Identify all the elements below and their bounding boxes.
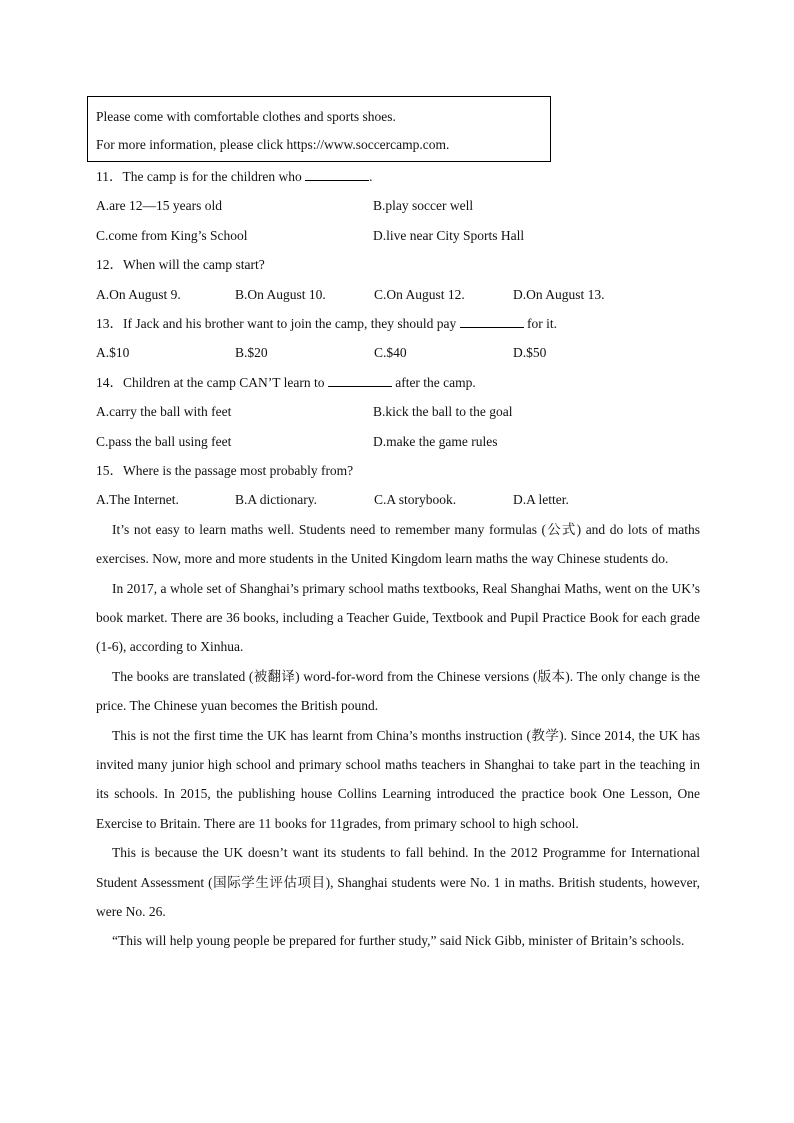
option-a: A.$10 — [96, 345, 130, 361]
info-box — [87, 96, 551, 162]
option-d: D.On August 13. — [513, 286, 605, 302]
option-b: B.A dictionary. — [235, 492, 317, 508]
option-b: B.$20 — [235, 345, 268, 361]
passage-paragraph-1: It’s not easy to learn maths well. Students need to remember many formulas (公式) and do lots of maths exercises. Now, more and more students in the United Kingdom learn maths the way Chinese students do. — [96, 521, 700, 567]
question-11-options-row1 — [96, 191, 700, 220]
option-d: D.make the game rules — [373, 433, 498, 449]
question-13: 13．If Jack and his brother want to join the camp, they should pay for it. — [96, 315, 558, 331]
option-b: B.On August 10. — [235, 286, 326, 302]
option-c: C.pass the ball using feet — [96, 433, 232, 449]
answer-blank — [305, 168, 369, 181]
question-14-options-row1 — [96, 397, 700, 426]
answer-blank — [328, 374, 392, 387]
option-c: C.On August 12. — [374, 286, 465, 302]
question-12-options — [96, 280, 700, 309]
option-c: C.A storybook. — [374, 492, 457, 508]
option-d: D.A letter. — [513, 492, 569, 508]
option-d: D.$50 — [513, 345, 547, 361]
option-b: B.play soccer well — [373, 198, 474, 214]
question-12: 12．When will the camp start? — [96, 257, 265, 273]
question-14-options-row2 — [96, 427, 700, 456]
option-d: D.live near City Sports Hall — [373, 227, 525, 243]
passage-paragraph-2: In 2017, a whole set of Shanghai’s primary school maths textbooks, Real Shanghai Maths, went on the UK’s book market. There are 36 books, including a Teacher Guide, Textbook and Pupil Practice Book for each grade (1-6), according to Xinhua. — [96, 580, 700, 655]
option-a: A.carry the ball with feet — [96, 404, 232, 420]
question-14: 14．Children at the camp CAN’T learn to after the camp. — [96, 374, 476, 390]
answer-blank — [460, 315, 524, 328]
passage-paragraph-3: The books are translated (被翻译) word-for-word from the Chinese versions (版本). The only change is the price. The Chinese yuan becomes the British pound. — [96, 668, 700, 714]
question-15-options — [96, 485, 700, 514]
question-13-options — [96, 338, 700, 367]
option-c: C.come from King’s School — [96, 227, 248, 243]
info-line-website: For more information, please click https://www.soccercamp.com. — [96, 137, 450, 152]
question-11: 11．The camp is for the children who . — [96, 169, 373, 184]
passage-paragraph-4: This is not the first time the UK has learnt from China’s months instruction (教学). Since 2014, the UK has invited many junior high school and primary school maths teachers in Shanghai to take part in the teaching in its schools. In 2015, the publishing house Collins Learning introduced the practice book One Lesson, One Exercise to Britain. There are 11 books for 11grades, from primary school to high school. — [96, 727, 700, 831]
option-b: B.kick the ball to the goal — [373, 404, 513, 420]
info-line-clothes: Please come with comfortable clothes and sports shoes. — [96, 109, 396, 124]
question-11-options-row2 — [96, 221, 700, 250]
option-a: A.The Internet. — [96, 492, 179, 508]
option-a: A.are 12—15 years old — [96, 198, 222, 214]
option-c: C.$40 — [374, 345, 407, 361]
document-body — [96, 162, 700, 956]
question-15: 15．Where is the passage most probably from? — [96, 462, 354, 478]
option-a: A.On August 9. — [96, 286, 181, 302]
passage-paragraph-6: “This will help young people be prepared for further study,” said Nick Gibb, minister of Britain’s schools. — [112, 933, 685, 949]
passage-paragraph-5: This is because the UK doesn’t want its students to fall behind. In the 2012 Programme for International Student Assessment (国际学生评估项目), Shanghai students were No. 1 in maths. British students, however, were No. 26. — [96, 845, 700, 919]
